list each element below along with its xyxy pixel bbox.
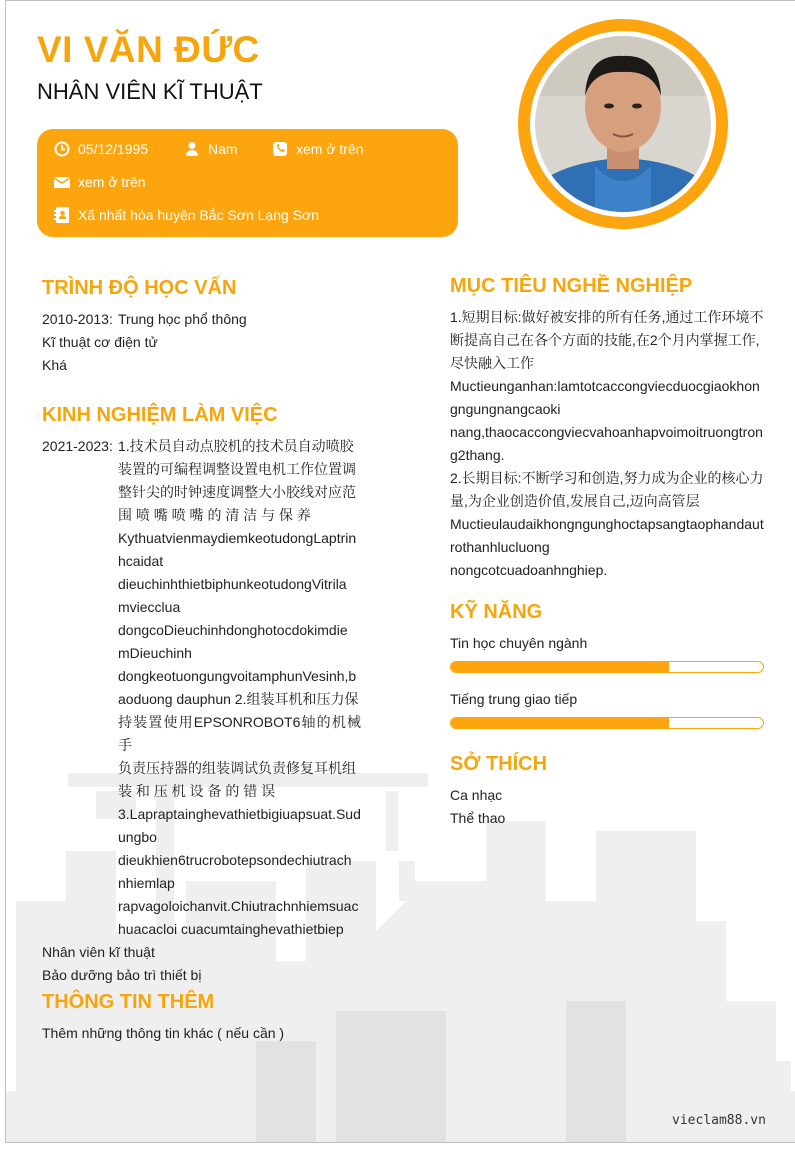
birthday-item <box>54 141 148 157</box>
skill-name-2: Tiếng trung giao tiếp <box>450 691 578 707</box>
education-period: 2010-2013: <box>42 311 113 327</box>
envelope-icon <box>54 174 70 190</box>
extra-info-heading: THÔNG TIN THÊM <box>42 991 215 1013</box>
address-text: Xã nhất hòa huyện Bắc Sơn Lạng Sơn <box>78 207 319 223</box>
objective-line: nang,thaocaccongviecvahoanhapvoimoitruongtron <box>450 424 763 440</box>
experience-line: 围 喷 嘴 喷 嘴 的 清 洁 与 保 养 <box>118 507 311 523</box>
extra-info-text: Thêm những thông tin khác ( nếu cần ) <box>42 1025 285 1041</box>
education-school: Trung học phổ thông <box>118 311 247 327</box>
experience-line: 装置的可编程调整设置电机工作位置调 <box>118 461 356 477</box>
experience-line: dongkeotuongungvoitamphunVesinh,b <box>118 668 357 684</box>
gender-text: Nam <box>208 141 238 157</box>
experience-line: 整针尖的时钟速度调整大小胶线对应范 <box>118 484 356 500</box>
phone-text: xem ở trên <box>296 141 364 157</box>
experience-line: KythuatvienmaydiemkeotudongLaptrin <box>118 530 357 546</box>
experience-line: mviecclua <box>118 599 181 615</box>
skill-name-1: Tin học chuyên ngành <box>450 635 588 651</box>
phone-icon <box>272 141 288 157</box>
contact-box <box>37 129 458 237</box>
user-icon <box>184 141 200 157</box>
cv-page <box>5 0 795 1143</box>
objective-line: 尽快融入工作 <box>450 355 534 371</box>
skill-level-2 <box>451 718 669 728</box>
experience-line: nhiemlap <box>118 875 175 891</box>
job-title: NHÂN VIÊN KĨ THUẬT <box>37 79 263 104</box>
address-item <box>54 207 319 223</box>
objective-line: 2.长期目标:不断学习和创造,努力成为企业的核心力 <box>450 470 764 486</box>
experience-line: dieuchinhthietbiphunkeotudongVitrila <box>118 576 347 592</box>
candidate-name: VI VĂN ĐỨC <box>37 29 260 70</box>
objective-line: gngungnangcaoki <box>450 401 561 417</box>
email-text: xem ở trên <box>78 174 146 190</box>
experience-position: Nhân viên kĩ thuật <box>42 944 155 960</box>
hobbies-list <box>450 784 505 830</box>
hobby-item: Thể thao <box>450 810 506 826</box>
objective-line: nongcotcuadoanhnghiep. <box>450 562 608 578</box>
experience-description <box>118 435 361 941</box>
objective-line: 断提高自己在各个方面的技能,在2个月内掌握工作, <box>450 332 760 348</box>
skill-level-1 <box>451 662 669 672</box>
experience-line: hcaidat <box>118 553 164 569</box>
experience-duty: Bảo dưỡng bảo trì thiết bị <box>42 967 202 983</box>
experience-line: ungbo <box>118 829 157 845</box>
avatar <box>535 36 711 212</box>
experience-line: aoduong dauphun 2.组装耳机和压力保 <box>118 691 359 707</box>
clock-icon <box>54 141 70 157</box>
experience-line: dieukhien6trucrobotepsondechiutrach <box>118 852 352 868</box>
experience-period: 2021-2023: <box>42 438 113 454</box>
skill-bar-1 <box>450 661 764 673</box>
objective-line: Muctieulaudaikhongngunghoctapsangtaophandaut <box>450 516 764 532</box>
cv-content <box>6 1 795 1142</box>
footer-brand: vieclam88.vn <box>672 1113 766 1128</box>
address-book-icon <box>54 207 70 223</box>
objective-text <box>450 306 780 582</box>
birthday-text: 05/12/1995 <box>78 141 149 157</box>
objective-line: 量,为企业创造价值,发展自己,迈向高管层 <box>450 493 700 509</box>
education-heading: TRÌNH ĐỘ HỌC VẤN <box>42 277 237 299</box>
experience-line: 负责压持器的组装调试负责修复耳机组 <box>118 760 356 776</box>
skill-bar-2 <box>450 717 764 729</box>
experience-line: huacacloi cuacumtainghevathietbiep <box>118 921 344 937</box>
education-grade: Khá <box>42 357 67 373</box>
education-major: Kĩ thuật cơ điện tử <box>42 334 158 350</box>
experience-line: mDieuchinh <box>118 645 192 661</box>
objective-line: rothanhlucluong <box>450 539 550 555</box>
objective-line: g2thang. <box>450 447 505 463</box>
objective-line: Muctieunganhan:lamtotcaccongviecduocgiaokhon <box>450 378 760 394</box>
objective-line: 1.短期目标:做好被安排的所有任务,通过工作环境不 <box>450 309 764 325</box>
experience-line: 装 和 压 机 设 备 的 错 误 <box>118 783 276 799</box>
skills-heading: KỸ NĂNG <box>450 601 543 623</box>
experience-line: 1.技术员自动点胶机的技术员自动喷胶 <box>118 438 354 454</box>
phone-item <box>272 141 364 157</box>
experience-line: dongcoDieuchinhdonghotocdokimdie <box>118 622 348 638</box>
objective-heading: MỤC TIÊU NGHỀ NGHIỆP <box>450 275 693 297</box>
gender-item <box>184 141 238 157</box>
experience-section <box>42 435 372 987</box>
education-section <box>42 308 372 377</box>
email-item <box>54 174 146 190</box>
experience-heading: KINH NGHIỆM LÀM VIỆC <box>42 404 278 426</box>
experience-line: 3.Lapraptainghevathietbigiuapsuat.Sud <box>118 806 361 822</box>
hobby-item: Ca nhạc <box>450 787 503 803</box>
experience-line: 持装置使用EPSONROBOT6轴的机械手 <box>118 714 361 753</box>
avatar-frame <box>518 19 728 229</box>
experience-line: rapvagoloichanvit.Chiutrachnhiemsuac <box>118 898 359 914</box>
hobbies-heading: SỞ THÍCH <box>450 753 548 775</box>
